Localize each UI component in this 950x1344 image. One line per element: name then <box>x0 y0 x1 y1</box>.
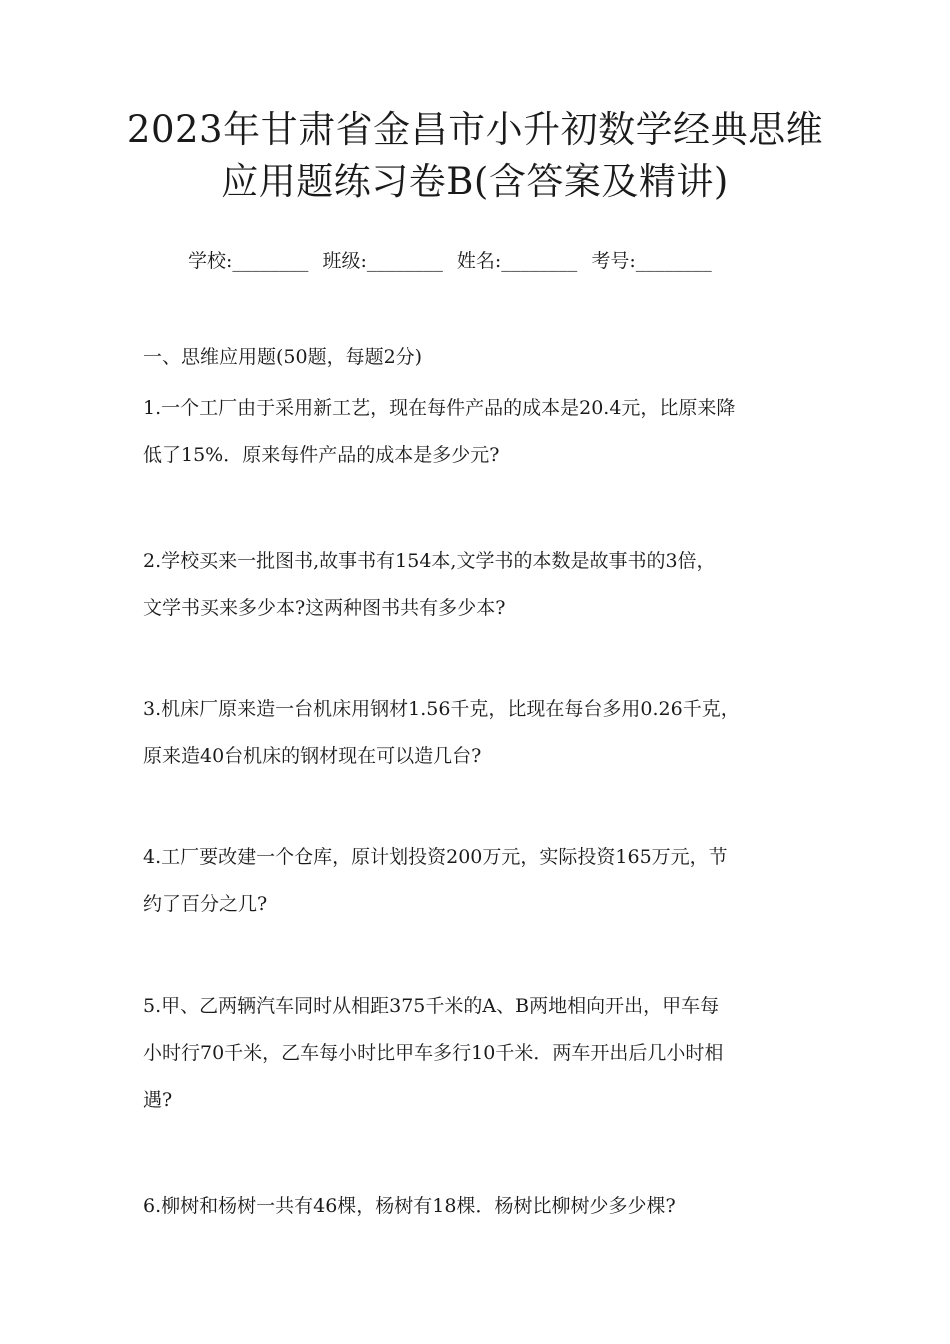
exam-number-field: 考号:________ <box>591 250 712 272</box>
question-4-line-1: 4.工厂要改建一个仓库，原计划投资200万元，实际投资165万元，节 <box>143 846 728 868</box>
question-2 <box>143 538 813 632</box>
question-5 <box>143 983 813 1124</box>
question-1-line-2: 低了15%．原来每件产品的成本是多少元? <box>143 444 500 466</box>
document-title-line-1: 2023年甘肃省金昌市小升初数学经典思维 <box>126 108 824 151</box>
question-1 <box>143 385 813 479</box>
document-title-line-2: 应用题练习卷B(含答案及精讲) <box>221 160 729 203</box>
question-6-line-1: 6.柳树和杨树一共有46棵，杨树有18棵．杨树比柳树少多少棵? <box>143 1195 676 1217</box>
section-heading: 一、思维应用题(50题，每题2分) <box>143 346 423 368</box>
question-3-line-2: 原来造40台机床的钢材现在可以造几台? <box>143 745 482 767</box>
school-field: 学校:________ <box>188 250 309 272</box>
question-5-line-2: 小时行70千米，乙车每小时比甲车多行10千米．两车开出后几小时相 <box>143 1042 724 1064</box>
question-3 <box>143 686 813 780</box>
question-2-line-1: 2.学校买来一批图书,故事书有154本,文学书的本数是故事书的3倍， <box>143 550 716 572</box>
question-4-line-2: 约了百分之几? <box>143 893 268 915</box>
student-info-line <box>188 246 720 276</box>
question-4 <box>143 834 813 928</box>
question-3-line-1: 3.机床厂原来造一台机床用钢材1.56千克，比现在每台多用0.26千克， <box>143 698 740 720</box>
name-field: 姓名:________ <box>456 250 578 272</box>
question-6 <box>143 1183 813 1230</box>
question-5-line-3: 遇? <box>143 1089 173 1111</box>
class-field: 班级:________ <box>322 250 443 272</box>
question-2-line-2: 文学书买来多少本?这两种图书共有多少本? <box>143 597 506 619</box>
question-1-line-1: 1.一个工厂由于采用新工艺，现在每件产品的成本是20.4元，比原来降 <box>143 397 736 419</box>
question-5-line-1: 5.甲、乙两辆汽车同时从相距375千米的A、B两地相向开出，甲车每 <box>143 995 720 1017</box>
